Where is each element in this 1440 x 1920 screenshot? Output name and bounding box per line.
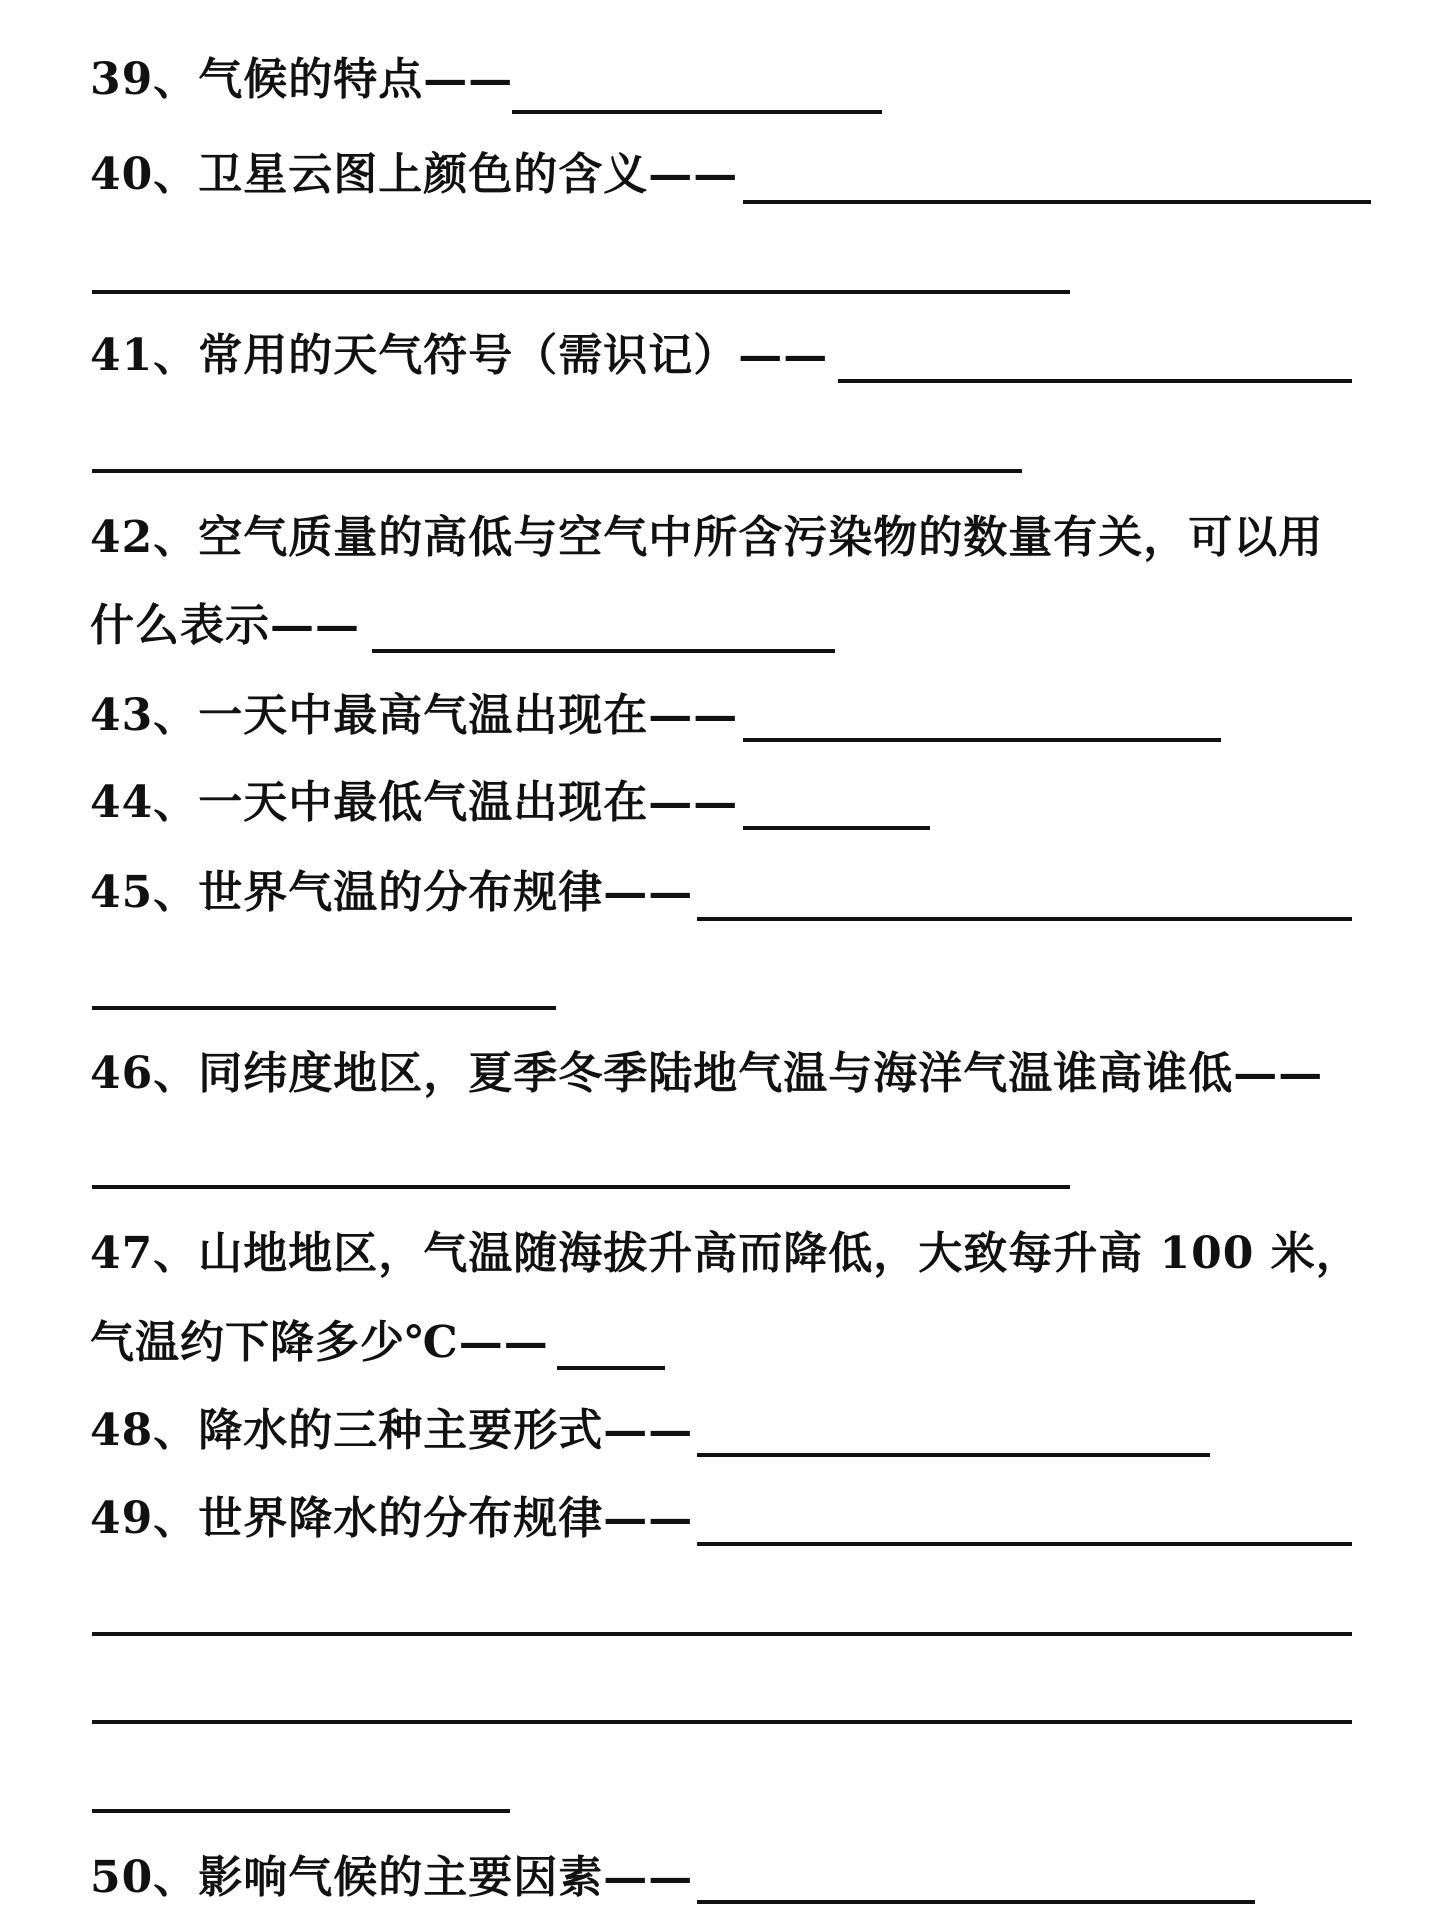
question-number: 42、 [90,512,199,563]
question-text: 空气质量的高低与空气中所含污染物的数量有关，可以用 [198,512,1324,563]
answer-blank-39[interactable] [512,110,882,114]
question-text: 气温约下降多少℃—— [90,1317,549,1368]
answer-blank-40[interactable] [743,200,1371,204]
question-text: 什么表示—— [90,600,360,651]
answer-blank-41[interactable] [838,379,1352,383]
question-text: 影响气候的主要因素—— [198,1852,694,1903]
question-49 [90,1493,693,1545]
answer-blank-47[interactable] [557,1366,665,1370]
question-text: 卫星云图上颜色的含义—— [198,149,739,200]
question-text: 一天中最低气温出现在—— [198,777,739,828]
answer-blank-44[interactable] [743,826,930,830]
question-47-line-2 [90,1317,549,1369]
question-48 [90,1405,693,1457]
question-50 [90,1852,693,1904]
question-number: 43、 [90,690,199,741]
answer-blank-49-line-2[interactable] [92,1632,1352,1636]
answer-blank-48[interactable] [697,1453,1210,1457]
answer-blank-46[interactable] [92,1185,1070,1189]
question-45 [90,867,693,919]
question-number: 50、 [90,1852,199,1903]
question-43 [90,690,738,742]
question-number: 44、 [90,777,199,828]
answer-blank-49-line-4[interactable] [92,1809,510,1813]
answer-blank-40-continued[interactable] [92,290,1070,294]
answer-blank-43[interactable] [743,738,1221,742]
question-text: 气候的特点—— [198,54,514,105]
question-number: 41、 [90,330,199,381]
question-number: 47、 [90,1228,199,1279]
question-text: 一天中最高气温出现在—— [198,690,739,741]
question-number: 49、 [90,1493,199,1544]
question-42 [90,512,1323,564]
question-text: 降水的三种主要形式—— [198,1405,694,1456]
question-41 [90,330,828,382]
question-number: 40、 [90,149,199,200]
question-44 [90,777,738,829]
question-42-line-2 [90,600,360,652]
question-number: 39、 [90,54,199,105]
answer-blank-41-continued[interactable] [92,469,1022,473]
question-46 [90,1048,1323,1100]
question-text: 同纬度地区，夏季冬季陆地气温与海洋气温谁高谁低—— [198,1048,1324,1099]
question-number: 45、 [90,867,199,918]
answer-blank-49[interactable] [697,1542,1352,1546]
question-text: 世界降水的分布规律—— [198,1493,694,1544]
answer-blank-45[interactable] [697,917,1352,921]
question-39 [90,54,513,106]
question-40 [90,149,738,201]
question-text: 山地地区，气温随海拔升高而降低，大致每升高 100 米， [198,1228,1361,1279]
answer-blank-42[interactable] [372,649,835,653]
answer-blank-45-continued[interactable] [92,1006,556,1010]
question-number: 46、 [90,1048,199,1099]
question-text: 常用的天气符号（需识记）—— [198,330,829,381]
question-47 [90,1228,1361,1280]
question-text: 世界气温的分布规律—— [198,867,694,918]
answer-blank-50[interactable] [697,1900,1255,1904]
answer-blank-49-line-3[interactable] [92,1720,1352,1724]
question-number: 48、 [90,1405,199,1456]
